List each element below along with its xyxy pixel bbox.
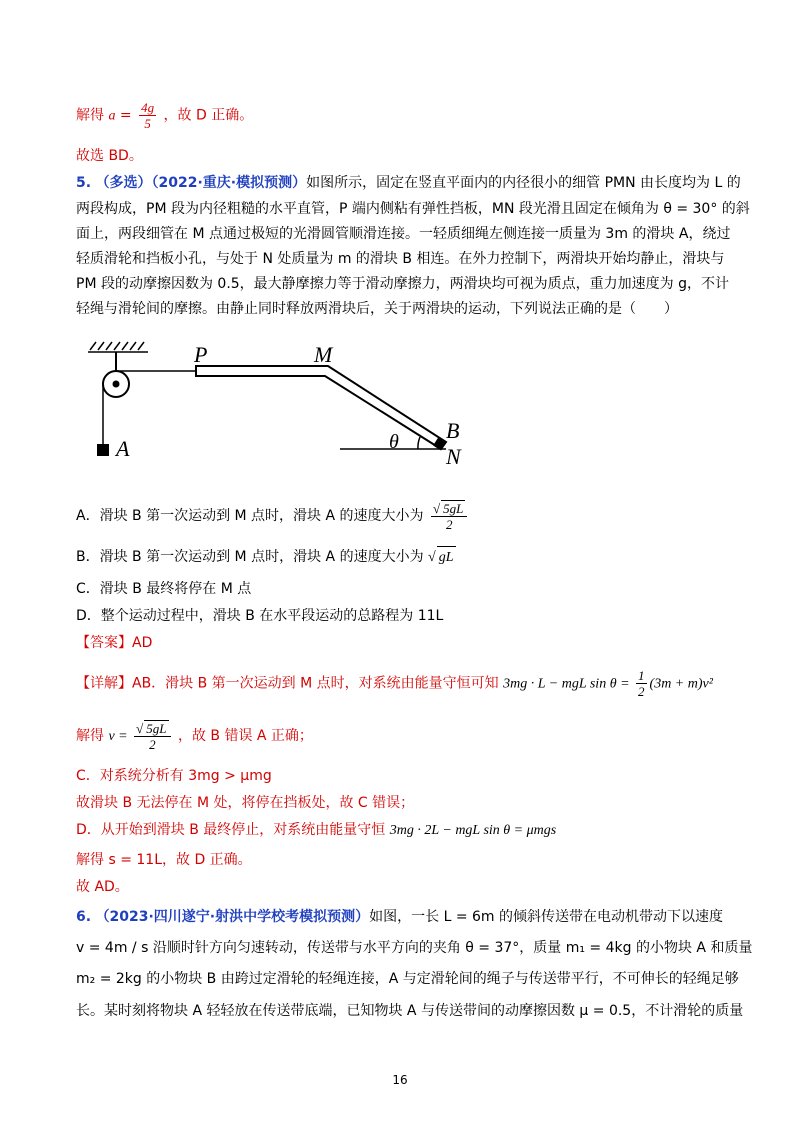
q5-line5: PM 段的动摩擦因数为 0.5，最大静摩擦力等于滑动摩擦力，两滑块均可视为质点，重力加速度为 g，不计 (76, 276, 730, 292)
q6-line1 (76, 906, 723, 928)
detail-d-solution: 解得 s = 11L，故 D 正确。 (76, 852, 252, 868)
solution-line-a (76, 100, 253, 131)
radicand: gL (437, 546, 456, 569)
question-text: 如图所示，固定在竖直平面内的内径很小的细管 PMN 由长度均为 L 的 (306, 175, 741, 191)
text: ，故 B 错误 A 正确； (177, 728, 313, 744)
numerator: √ 5gL (134, 720, 170, 737)
label-n: N (446, 444, 461, 469)
option-text: A．滑块 B 第一次运动到 M 点时，滑块 A 的速度大小为 (76, 508, 424, 524)
denominator: 2 (638, 684, 645, 699)
label-a: A (116, 436, 130, 461)
angle-arc (418, 437, 420, 449)
text: 解得 (76, 107, 104, 124)
pulley-axle (113, 381, 120, 388)
pulley-tube-diagram (84, 340, 484, 470)
text: D．从开始到滑块 B 最终停止，对系统由能量守恒 (76, 822, 390, 838)
detail-text: 【详解】AB．滑块 B 第一次运动到 M 点时，对系统由能量守恒可知 (76, 675, 504, 692)
detail-c-conclusion: 故滑块 B 无法停在 M 处，将停在挡板处，故 C 错误； (76, 795, 415, 811)
denominator: 2 (445, 517, 453, 532)
option-b (76, 546, 456, 569)
final-answer: 故 AD。 (76, 879, 129, 895)
denominator: 5 (144, 116, 151, 131)
detail-d (76, 819, 556, 842)
detail-ab (76, 668, 713, 699)
numerator: 4g (141, 100, 155, 115)
question-tag: （多选）（2022·重庆·模拟预测） (95, 175, 307, 191)
numerator: √ 5gL (431, 500, 467, 517)
text: ，故 D 正确。 (163, 107, 254, 124)
label-p: P (194, 342, 208, 367)
denominator: 2 (149, 737, 156, 752)
option-c: C．滑块 B 最终将停在 M 点 (76, 581, 252, 597)
numerator: 1 (638, 668, 645, 683)
q5-line2: 两段构成，PM 段为内径粗糙的水平直管，P 端内侧粘有弹性挡板，MN 段光滑且固定在倾角为 θ = 30° 的斜 (76, 201, 750, 217)
equation-right: (3m + m)v² (649, 676, 713, 692)
option-text: B．滑块 B 第一次运动到 M 点时，滑块 A 的速度大小为 (76, 549, 424, 565)
q5-line1 (76, 172, 741, 194)
q6-line3: m₂ = 2kg 的小物块 B 由跨过定滑轮的轻绳连接，A 与定滑轮间的绳子与传送带平行，不可伸长的轻绳足够 (76, 971, 739, 987)
fraction-sqrt5gl-2 (431, 500, 467, 532)
question-number: 6. (76, 909, 92, 925)
equation: 3mg · 2L − mgL sin θ = μmgs (389, 823, 557, 838)
q6-line2: v = 4m / s 沿顺时针方向匀速转动，传送带与水平方向的夹角 θ = 37°，质量 m₁ = 4kg 的小物块 A 和质量 (76, 940, 753, 956)
radicand: 5gL (146, 721, 167, 736)
fraction-sqrt5gl-2 (134, 720, 170, 752)
q5-line3: 面上，两段细管在 M 点通过极短的光滑圆管顺滑连接。一轻质细绳左侧连接一质量为 3m 的滑块 A，绕过 (76, 226, 731, 242)
label-m: M (314, 342, 333, 367)
fraction-4g-5 (139, 100, 156, 131)
label-theta: θ (389, 431, 399, 453)
tube-pmn (196, 366, 446, 449)
q5-line4: 轻质滑轮和挡板小孔，与处于 N 处质量为 m 的滑块 B 相连。在外力控制下，两滑块开始均静止，滑块与 (76, 251, 725, 267)
answer: 【答案】AD (76, 635, 153, 651)
question-text: 如图，一长 L = 6m 的倾斜传送带在电动机带动下以速度 (369, 909, 723, 925)
q5-line6: 轻绳与滑轮间的摩擦。由静止同时释放两滑块后，关于两滑块的运动，下列说法正确的是（ ） (76, 301, 678, 317)
text: 解得 (76, 728, 104, 744)
option-a (76, 500, 470, 532)
block-a (97, 444, 109, 456)
question-tag: （2023·四川遂宁·射洪中学校考模拟预测） (95, 909, 370, 925)
sqrt-gl: √ gL (428, 550, 455, 565)
detail-c: C．对系统分析有 3mg > μmg (76, 768, 272, 784)
option-d: D．整个运动过程中，滑块 B 在水平段运动的总路程为 11L (76, 608, 444, 624)
q6-line4: 长。某时刻将物块 A 轻轻放在传送带底端，已知物块 A 与传送带间的动摩擦因数 μ = 0.5，不计滑轮的质量 (76, 1003, 744, 1019)
solve-v (76, 720, 313, 752)
question-number: 5. (76, 175, 92, 191)
equation-left: 3mg · L − mgL sin θ = (503, 676, 634, 692)
var-v: v = (108, 729, 132, 744)
page-number: 16 (392, 1073, 408, 1087)
ceiling-hatch (88, 342, 148, 352)
equals: = (115, 107, 137, 124)
label-b: B (446, 418, 460, 443)
radicand: 5gL (443, 501, 464, 516)
choice-bd: 故选 BD。 (76, 148, 143, 164)
var-a: a (108, 108, 116, 124)
fraction-1-2 (636, 668, 647, 699)
